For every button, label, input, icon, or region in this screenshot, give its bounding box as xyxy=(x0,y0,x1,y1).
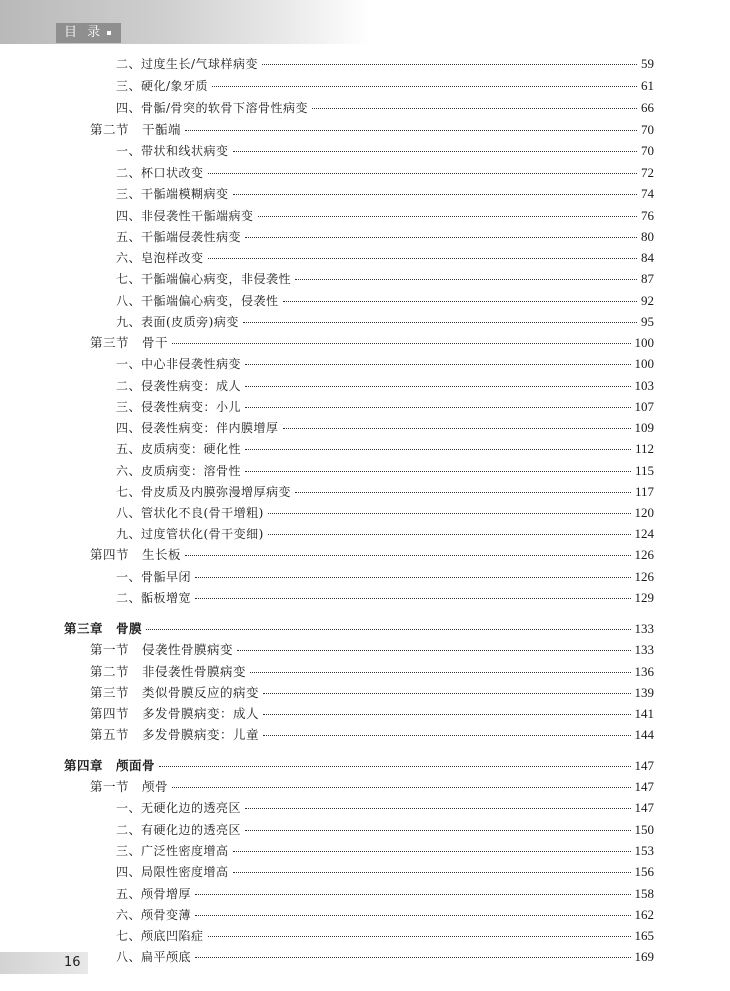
toc-item-row[interactable] xyxy=(116,143,654,159)
toc-entry-page: 70 xyxy=(641,143,654,158)
toc-entry-page: 115 xyxy=(634,463,654,478)
toc-entry-page: 80 xyxy=(641,229,654,244)
toc-entry-label: 第四节 生长板 xyxy=(90,547,182,562)
dot-leader xyxy=(208,173,637,174)
toc-entry-label: 九、表面(皮质旁)病变 xyxy=(116,315,239,329)
toc-entry-label: 二、有硬化边的透亮区 xyxy=(116,823,242,837)
dot-leader xyxy=(172,787,630,788)
toc-entry-label: 七、颅底凹陷症 xyxy=(116,929,204,943)
dot-leader xyxy=(146,629,630,630)
toc-entry-page: 129 xyxy=(634,590,654,605)
toc-entry-page: 139 xyxy=(634,685,654,700)
toc-item-row[interactable] xyxy=(116,186,654,202)
dot-leader xyxy=(233,151,637,152)
toc-section-row[interactable] xyxy=(90,642,654,658)
dot-leader xyxy=(159,766,630,767)
toc-item-row[interactable] xyxy=(116,229,654,245)
toc-item-row[interactable] xyxy=(116,800,654,816)
toc-item-row[interactable] xyxy=(116,314,654,330)
toc-entry-label: 五、干骺端侵袭性病变 xyxy=(116,230,242,244)
dot-leader xyxy=(172,343,630,344)
toc-item-row[interactable] xyxy=(116,505,654,521)
toc-entry-page: 147 xyxy=(634,779,654,794)
toc-item-row[interactable] xyxy=(116,590,654,606)
page-number: 16 xyxy=(64,955,81,970)
toc-section-row[interactable] xyxy=(90,727,654,743)
dot-leader xyxy=(245,386,630,387)
toc-item-row[interactable] xyxy=(116,100,654,116)
toc-item-row[interactable] xyxy=(116,822,654,838)
toc-entry-label: 六、皮质病变：溶骨性 xyxy=(116,464,242,478)
toc-item-row[interactable] xyxy=(116,208,654,224)
toc-entry-label: 第二节 非侵袭性骨膜病变 xyxy=(90,664,247,679)
dot-leader xyxy=(283,301,637,302)
toc-entry-page: 162 xyxy=(634,907,654,922)
toc-entry-page: 126 xyxy=(634,547,654,562)
dot-leader xyxy=(245,808,630,809)
toc-entry-page: 84 xyxy=(641,250,654,265)
dot-leader xyxy=(262,64,637,65)
toc-entry-page: 133 xyxy=(634,642,654,657)
toc-entry-page: 158 xyxy=(634,886,654,901)
toc-entry-page: 165 xyxy=(634,928,654,943)
toc-item-row[interactable] xyxy=(116,78,654,94)
dot-leader xyxy=(195,894,630,895)
dot-leader xyxy=(195,577,630,578)
toc-entry-label: 二、杯口状改变 xyxy=(116,166,204,180)
toc-section-row[interactable] xyxy=(90,685,654,701)
toc-section-row[interactable] xyxy=(90,664,654,680)
toc-item-row[interactable] xyxy=(116,420,654,436)
toc-section-row[interactable] xyxy=(90,706,654,722)
dot-leader xyxy=(233,872,631,873)
toc-entry-page: 70 xyxy=(641,122,654,137)
toc-item-row[interactable] xyxy=(116,56,654,72)
toc-entry-page: 112 xyxy=(634,441,654,456)
dot-leader xyxy=(208,258,637,259)
toc-item-row[interactable] xyxy=(116,271,654,287)
toc-entry-label: 三、侵袭性病变：小儿 xyxy=(116,400,242,414)
dot-leader xyxy=(245,237,637,238)
dot-leader xyxy=(195,598,630,599)
bullet-square-icon xyxy=(107,31,111,35)
toc-entry-label: 第二节 干骺端 xyxy=(90,122,182,137)
dot-leader xyxy=(233,194,637,195)
toc-item-row[interactable] xyxy=(116,293,654,309)
toc-entry-label: 七、骨皮质及内膜弥漫增厚病变 xyxy=(116,485,292,499)
toc-entry-page: 95 xyxy=(641,314,654,329)
dot-leader xyxy=(263,735,630,736)
toc-entry-label: 三、硬化/象牙质 xyxy=(116,79,209,93)
section-header-title: 目 录 xyxy=(64,25,104,40)
dot-leader xyxy=(283,428,631,429)
toc-section-row[interactable] xyxy=(90,335,654,351)
toc-item-row[interactable] xyxy=(116,907,654,923)
toc-entry-label: 三、广泛性密度增高 xyxy=(116,844,229,858)
toc-item-row[interactable] xyxy=(116,843,654,859)
dot-leader xyxy=(195,957,630,958)
toc-entry-label: 四、骨骺/骨突的软骨下溶骨性病变 xyxy=(116,101,309,115)
toc-entry-label: 六、颅骨变薄 xyxy=(116,908,192,922)
toc-entry-label: 第三节 骨干 xyxy=(90,335,169,350)
toc-entry-page: 107 xyxy=(634,399,654,414)
toc-entry-page: 144 xyxy=(634,727,654,742)
toc-item-row[interactable] xyxy=(116,928,654,944)
toc-item-row[interactable] xyxy=(116,569,654,585)
toc-entry-label: 一、无硬化边的透亮区 xyxy=(116,801,242,815)
toc-item-row[interactable] xyxy=(116,949,654,965)
dot-leader xyxy=(245,471,631,472)
toc-entry-label: 二、侵袭性病变：成人 xyxy=(116,379,242,393)
toc-entry-page: 76 xyxy=(641,208,654,223)
toc-item-row[interactable] xyxy=(116,378,654,394)
toc-item-row[interactable] xyxy=(116,484,654,500)
toc-item-row[interactable] xyxy=(116,864,654,880)
toc-entry-label: 第五节 多发骨膜病变：儿童 xyxy=(90,727,260,742)
toc-entry-label: 三、干骺端模糊病变 xyxy=(116,187,229,201)
toc-entry-page: 59 xyxy=(641,56,654,71)
dot-leader xyxy=(243,322,637,323)
toc-entry-label: 一、中心非侵袭性病变 xyxy=(116,357,242,371)
toc-entry-page: 136 xyxy=(634,664,654,679)
toc-item-row[interactable] xyxy=(116,250,654,266)
toc-entry-page: 147 xyxy=(634,800,654,815)
toc-item-row[interactable] xyxy=(116,886,654,902)
dot-leader xyxy=(268,513,631,514)
toc-entry-page: 153 xyxy=(634,843,654,858)
toc-entry-label: 九、过度管状化(骨干变细) xyxy=(116,527,264,541)
dot-leader xyxy=(312,108,637,109)
toc-entry-page: 124 xyxy=(634,526,654,541)
toc-item-row[interactable] xyxy=(116,463,654,479)
toc-entry-page: 169 xyxy=(634,949,654,964)
dot-leader xyxy=(258,216,637,217)
toc-entry-page: 100 xyxy=(634,356,654,371)
toc-entry-label: 六、皂泡样改变 xyxy=(116,251,204,265)
dot-leader xyxy=(185,555,630,556)
toc-entry-label: 二、过度生长/气球样病变 xyxy=(116,57,259,71)
dot-leader xyxy=(295,279,637,280)
dot-leader xyxy=(245,830,630,831)
toc-entry-page: 133 xyxy=(634,621,654,636)
toc-entry-label: 八、扁平颅底 xyxy=(116,950,192,964)
toc-entry-page: 103 xyxy=(634,378,654,393)
toc-item-row[interactable] xyxy=(116,399,654,415)
toc-entry-label: 八、干骺端偏心病变，侵袭性 xyxy=(116,294,279,308)
dot-leader xyxy=(295,492,631,493)
toc-entry-page: 141 xyxy=(634,706,654,721)
dot-leader xyxy=(195,915,630,916)
dot-leader xyxy=(237,650,630,651)
toc-item-row[interactable] xyxy=(116,441,654,457)
toc-entry-label: 第一节 侵袭性骨膜病变 xyxy=(90,642,234,657)
toc-entry-page: 87 xyxy=(641,271,654,286)
toc-entry-label: 第一节 颅骨 xyxy=(90,779,169,794)
toc-entry-label: 五、颅骨增厚 xyxy=(116,887,192,901)
toc-entry-label: 四、侵袭性病变：伴内膜增厚 xyxy=(116,421,279,435)
toc-entry-page: 66 xyxy=(641,100,654,115)
toc-entry-page: 74 xyxy=(641,186,654,201)
toc-item-row[interactable] xyxy=(116,165,654,181)
toc-entry-page: 100 xyxy=(634,335,654,350)
dot-leader xyxy=(263,693,630,694)
dot-leader xyxy=(185,130,637,131)
toc-entry-page: 92 xyxy=(641,293,654,308)
dot-leader xyxy=(245,364,630,365)
toc-entry-page: 72 xyxy=(641,165,654,180)
dot-leader xyxy=(208,936,631,937)
toc-entry-label: 一、骨骺早闭 xyxy=(116,570,192,584)
dot-leader xyxy=(233,851,631,852)
toc-entry-label: 五、皮质病变：硬化性 xyxy=(116,442,242,456)
toc-entry-page: 126 xyxy=(634,569,654,584)
toc-entry-page: 150 xyxy=(634,822,654,837)
dot-leader xyxy=(263,714,630,715)
toc-item-row[interactable] xyxy=(116,356,654,372)
toc-entry-page: 61 xyxy=(641,78,654,93)
toc-entry-label: 四、非侵袭性干骺端病变 xyxy=(116,209,254,223)
dot-leader xyxy=(268,534,631,535)
toc-entry-label: 二、骺板增宽 xyxy=(116,591,192,605)
toc-entry-label: 第三节 类似骨膜反应的病变 xyxy=(90,685,260,700)
toc-entry-label: 七、干骺端偏心病变，非侵袭性 xyxy=(116,272,292,286)
toc-entry-label: 八、管状化不良(骨干增粗) xyxy=(116,506,264,520)
toc-section-row[interactable] xyxy=(90,122,654,138)
toc-entry-label: 第四节 多发骨膜病变：成人 xyxy=(90,706,260,721)
dot-leader xyxy=(245,449,631,450)
toc-entry-label: 第三章 骨膜 xyxy=(64,621,143,636)
toc-entry-label: 一、带状和线状病变 xyxy=(116,144,229,158)
toc-entry-page: 156 xyxy=(634,864,654,879)
toc-item-row[interactable] xyxy=(116,526,654,542)
toc-entry-page: 120 xyxy=(634,505,654,520)
toc-entry-page: 147 xyxy=(634,758,654,773)
section-header-tab xyxy=(56,23,121,43)
toc-entry-page: 109 xyxy=(634,420,654,435)
toc-chapter-row[interactable] xyxy=(64,621,654,637)
toc-section-row[interactable] xyxy=(90,547,654,563)
toc-chapter-row[interactable] xyxy=(64,758,654,774)
toc-entry-label: 第四章 颅面骨 xyxy=(64,758,156,773)
dot-leader xyxy=(250,672,630,673)
toc-entry-page: 117 xyxy=(634,484,654,499)
dot-leader xyxy=(212,86,637,87)
dot-leader xyxy=(245,407,630,408)
toc-entry-label: 四、局限性密度增高 xyxy=(116,865,229,879)
toc-section-row[interactable] xyxy=(90,779,654,795)
